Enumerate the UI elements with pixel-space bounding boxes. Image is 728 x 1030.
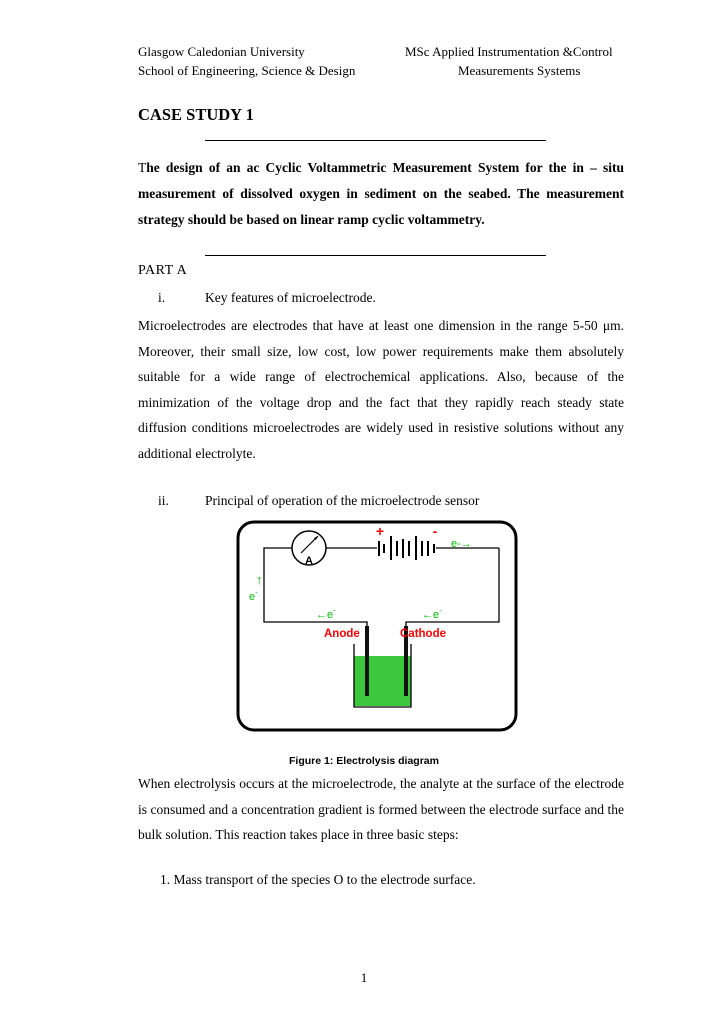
- case-study-intro: [138, 155, 624, 233]
- section-i-title: Key features of microelectrode.: [205, 290, 376, 305]
- page-number: 1: [360, 970, 368, 985]
- part-label: PART A: [138, 263, 188, 278]
- anode-label: Anode: [324, 628, 360, 640]
- electron-flow-mid-left: ←e-: [316, 606, 336, 621]
- electrolysis-diagram-svg: [236, 520, 518, 732]
- electron-flow-mid-right: ←e-: [422, 606, 442, 621]
- header-school: School of Engineering, Science & Design: [138, 63, 356, 78]
- cathode-label: Cathode: [400, 628, 446, 640]
- paragraph-electrolysis: When electrolysis occurs at the microelectrode, the analyte at the surface of the electrode is consumed and a concentration gradient is formed between the electrode surface and the bulk solution. This reaction takes place in three basic steps:: [138, 776, 624, 842]
- electrolyte-solution: [354, 656, 411, 706]
- header-right: [405, 42, 613, 80]
- section-ii-heading: [138, 493, 480, 509]
- intro-first-letter: T: [138, 160, 147, 175]
- header-university: Glasgow Caledonian University: [138, 44, 305, 59]
- title-rule-top: [205, 140, 546, 141]
- electron-flow-top: e-→: [451, 538, 472, 550]
- section-i-heading: [138, 290, 376, 306]
- battery-plus-label: +: [375, 523, 385, 539]
- anode-electrode: [365, 626, 369, 696]
- section-ii-number: ii.: [158, 493, 169, 508]
- step-1: 1. Mass transport of the species O to the electrode surface.: [160, 872, 476, 887]
- section-i-number: i.: [158, 290, 166, 305]
- paragraph-microelectrodes: Microelectrodes are electrodes that have at least one dimension in the range 5-50 μm. Moreover, their small size, low cost, low power requirements make them absolutely suitable for a wide range of electrochemical applications. Also, because of the minimization of the voltage drop and the fact that they rapidly reach steady state diffusion conditions microelectrodes are widely used in resistive solutions without any additional electrolyte.: [138, 318, 624, 461]
- battery-minus-label: -: [432, 523, 438, 539]
- electron-flow-left-arrow: ↑: [256, 572, 263, 587]
- header-left: [138, 42, 355, 80]
- title-rule-bottom: [205, 255, 546, 256]
- header-subject: Measurements Systems: [458, 63, 581, 78]
- electron-flow-left: e-: [249, 588, 258, 603]
- intro-text: he design of an ac Cyclic Voltammetric Measurement System for the in – situ measurement of dissolved oxygen in sediment on the seabed. The measurement strategy should be based on linear ramp cyclic voltammetry.: [138, 160, 624, 227]
- figure-caption: Figure 1: Electrolysis diagram: [289, 755, 439, 767]
- ammeter-label: A: [305, 555, 313, 567]
- case-study-title: CASE STUDY 1: [138, 105, 254, 124]
- header-programme: MSc Applied Instrumentation &Control: [405, 44, 613, 59]
- section-ii-title: Principal of operation of the microelectrode sensor: [205, 493, 480, 508]
- electrolysis-diagram: [236, 520, 518, 732]
